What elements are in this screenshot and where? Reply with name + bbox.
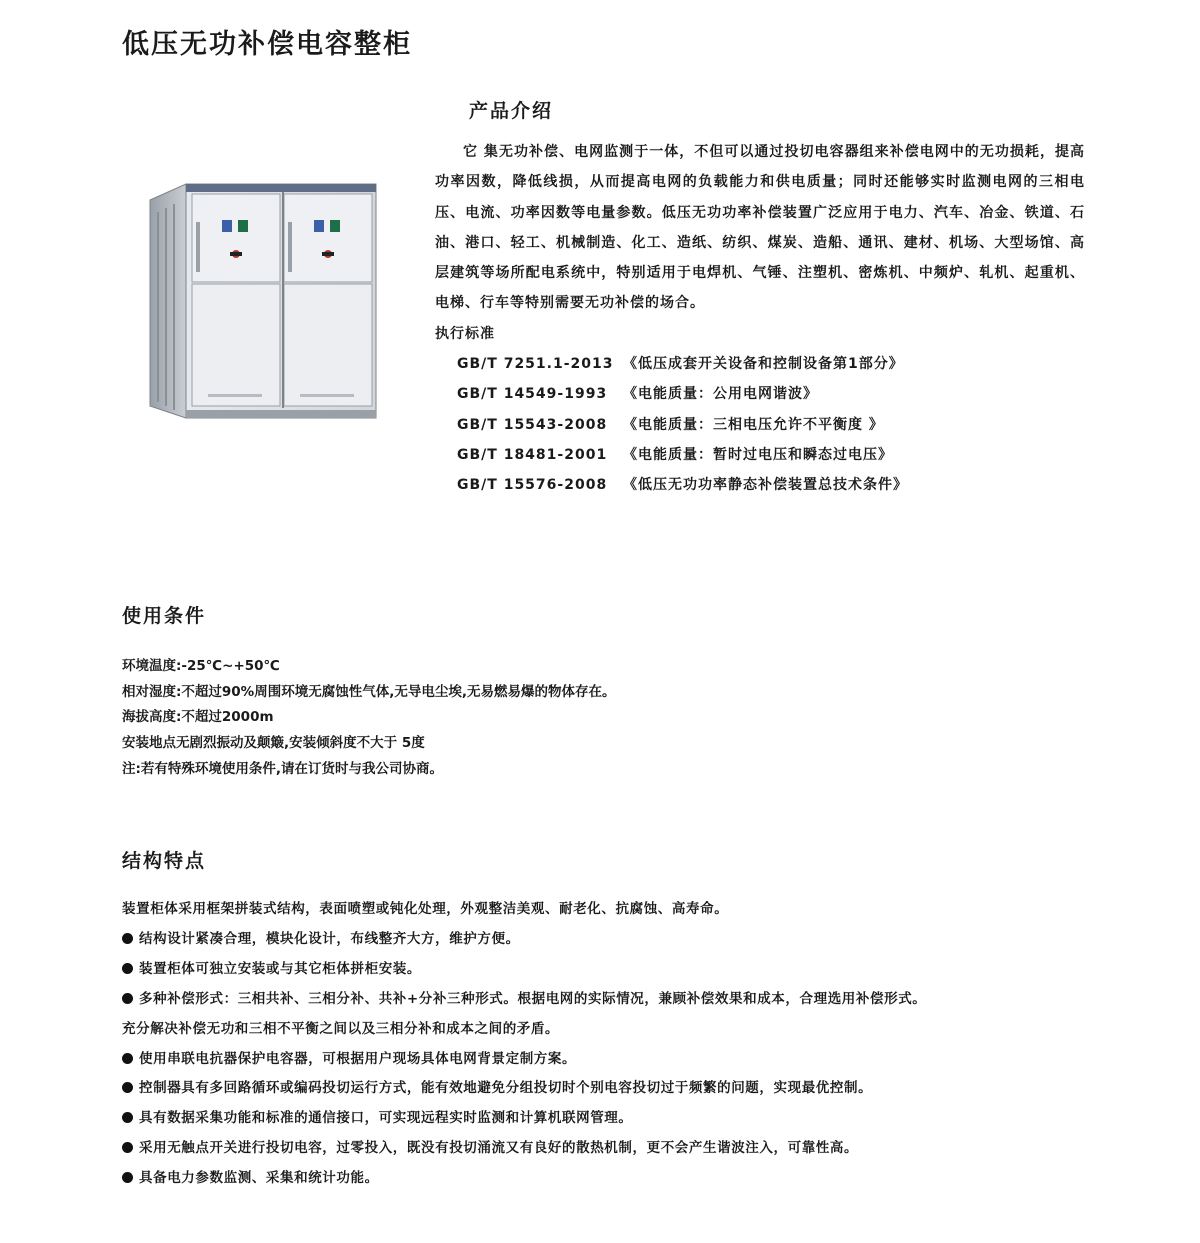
feature-item: 结构设计紧凑合理，模块化设计，布线整齐大方，维护方便。 [122,925,1122,955]
standard-code: GB/T 14549-1993 [457,386,608,403]
standard-item [457,440,1085,470]
bullet-icon [122,963,133,974]
condition-item: 相对湿度:不超过90%周围环境无腐蚀性气体,无导电尘埃,无易燃易爆的物体存在。 [122,683,616,700]
feature-item: 采用无触点开关进行投切电容，过零投入，既没有投切涌流又有良好的散热机制，更不会产生谐波注入，可靠性高。 [122,1134,1122,1164]
standard-name: 《电能质量：暂时过电压和瞬态过电压》 [623,446,893,463]
standards-list [435,349,1085,500]
bullet-icon [122,1053,133,1064]
features-list [122,895,1122,1194]
page-title: 低压无功补偿电容整柜 [122,29,412,60]
standard-name: 《低压成套开关设备和控制设备第1部分》 [623,356,904,373]
feature-item: 具备电力参数监测、采集和统计功能。 [122,1164,1122,1194]
condition-item: 海拔高度:不超过2000m [122,709,274,726]
conditions-heading: 使用条件 [122,605,207,627]
standard-code: GB/T 15543-2008 [457,416,608,433]
standard-code: GB/T 7251.1-2013 [457,356,614,373]
feature-item: 使用串联电抗器保护电容器，可根据用户现场具体电网背景定制方案。 [122,1045,1122,1075]
bullet-icon [122,933,133,944]
standard-item [457,349,1085,379]
standard-name: 《电能质量：三相电压允许不平衡度 》 [623,416,884,433]
features-heading: 结构特点 [122,850,207,872]
conditions-list [122,654,615,783]
feature-item: 装置柜体采用框架拼装式结构，表面喷塑或钝化处理，外观整洁美观、耐老化、抗腐蚀、高寿命。 [122,901,729,917]
condition-item: 注:若有特殊环境使用条件,请在订货时与我公司协商。 [122,760,444,777]
bullet-icon [122,1172,133,1183]
bullet-icon [122,993,133,1004]
bullet-icon [122,1142,133,1153]
cabinet-image [148,182,378,422]
bullet-icon [122,1112,133,1123]
standard-name: 《低压无功功率静态补偿装置总技术条件》 [623,477,908,494]
condition-item: 环境温度:-25℃~+50℃ [122,658,280,674]
standard-item [457,410,1085,440]
standard-item [457,379,1085,409]
feature-item: 多种补偿形式：三相共补、三相分补、共补+分补三种形式。根据电网的实际情况，兼顾补偿效果和成本，合理选用补偿形式。 [122,985,1122,1015]
standard-item [457,470,1085,500]
product-intro [435,96,1085,501]
standards-title: 执行标准 [435,325,495,342]
standard-name: 《电能质量：公用电网谐波》 [623,386,818,403]
feature-item: 装置柜体可独立安装或与其它柜体拼柜安装。 [122,955,1122,985]
intro-heading: 产品介绍 [469,100,554,122]
condition-item: 安装地点无剧烈振动及颠簸,安装倾斜度不大于 5度 [122,735,425,752]
feature-item: 控制器具有多回路循环或编码投切运行方式，能有效地避免分组投切时个别电容投切过于频繁的问题，实现最优控制。 [122,1074,1122,1104]
feature-item: 充分解决补偿无功和三相不平衡之间以及三相分补和成本之间的矛盾。 [122,1020,560,1037]
intro-paragraph: 它 集无功补偿、电网监测于一体，不但可以通过投切电容器组来补偿电网中的无功损耗，提高功率因数，降低线损，从而提高电网的负载能力和供电质量；同时还能够实时监测电网的三相电压、电流、功率因数等电量参数。低压无功功率补偿装置广泛应用于电力、汽车、冶金、铁道、石油、港口、轻工、机械制造、化工、造纸、纺织、煤炭、造船、通讯、建材、机场、大型场馆、高层建筑等场所配电系统中，特别适用于电焊机、气锤、注塑机、密炼机、中频炉、轧机、起重机、电梯、行车等特别需要无功补偿的场合。 [435,144,1085,312]
bullet-icon [122,1082,133,1093]
standard-code: GB/T 15576-2008 [457,477,608,494]
standard-code: GB/T 18481-2001 [457,446,608,463]
feature-item: 具有数据采集功能和标准的通信接口，可实现远程实时监测和计算机联网管理。 [122,1104,1122,1134]
